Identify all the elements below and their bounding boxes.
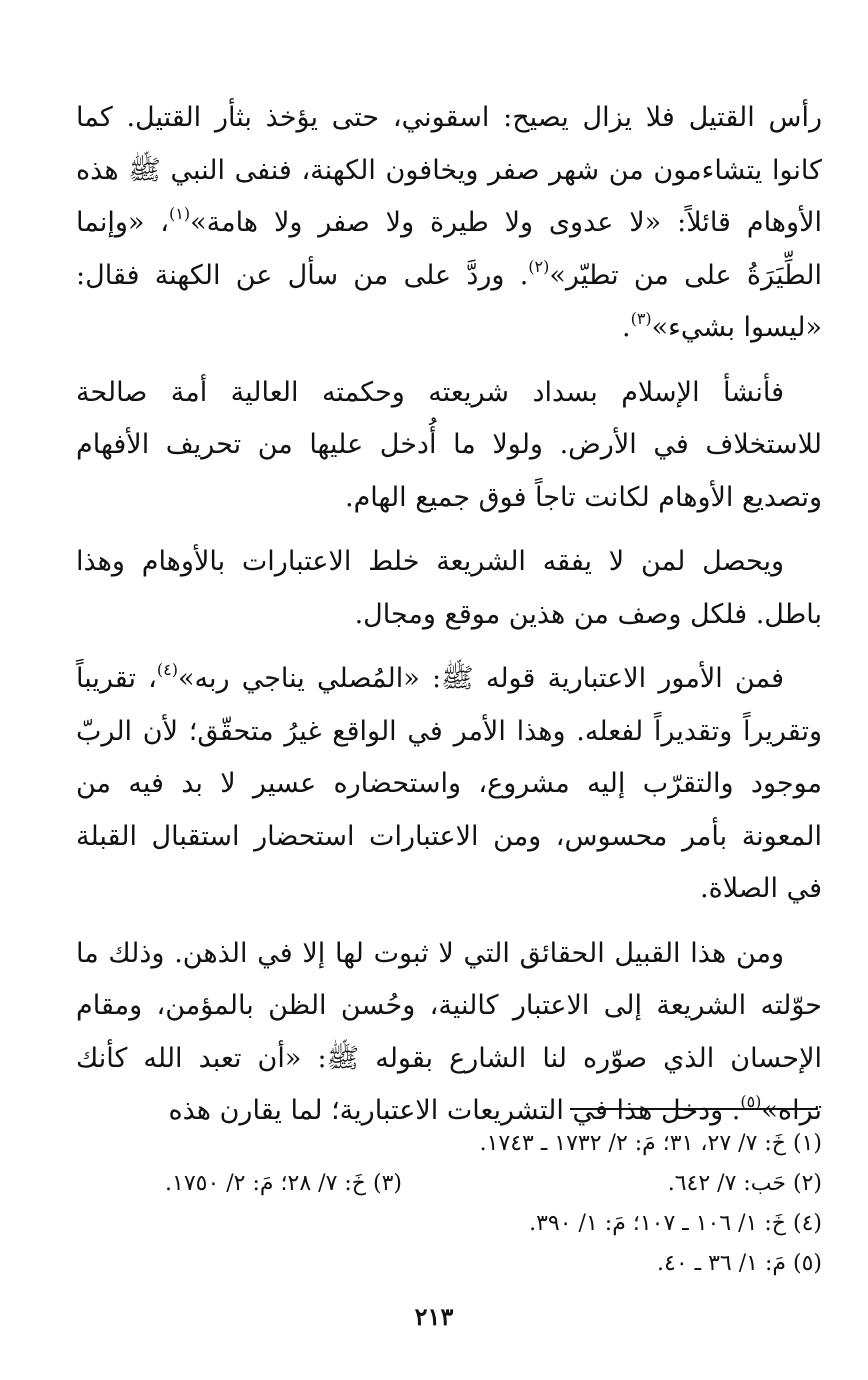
text-segment: ومن هذا القبيل الحقائق التي لا ثبوت لها إلا في الذهن. وذلك ما حوّلته الشريعة إلى الاعتبار كالنية، وحُسن الظن بالمؤمن، ومقام الإحسان الذي صوّره لنا الشارع بقوله ﷺ: «أن تعبد الله كأنك تراه» (76, 937, 822, 1126)
page-number: ٢١٣ (414, 1302, 454, 1331)
text-segment: . ودخل هذا في التشريعات الاعتبارية؛ لما يقارن هذه (168, 1095, 741, 1126)
footnote-ref-2: (٢) (528, 256, 550, 276)
footnote-ref-3: (٣) (630, 309, 652, 328)
text-segment: ، تقريباً وتقريراً وتقديراً لفعله. وهذا الأمر في الواقع غيرُ متحقّق؛ لأن الربّ موجود والتقرّب إليه مشروع، واستحضاره عسير لا بد فيه من المعونة بأمر محسوس، ومن الاعتبارات استحضار استقبال القبلة في الصلاة. (76, 663, 822, 904)
paragraph-1 (76, 92, 822, 355)
paragraph-5 (76, 928, 822, 1138)
text-segment: رأس القتيل فلا يزال يصيح: اسقوني، حتى يؤخذ بثأر القتيل. كما كانوا يتشاءمون من شهر صفر ويخافون الكهنة، فنفى النبي ﷺ هذه الأوهام قائلاً: «لا عدوى ولا طيرة ولا صفر ولا هامة» (76, 102, 822, 238)
footnote-ref-4: (٤) (156, 660, 178, 679)
footnote-separator (570, 1108, 818, 1110)
paragraph-2 (76, 367, 822, 525)
paragraph-3 (76, 536, 822, 641)
footnote-4: (٤) خَ: ١/ ١٠٦ ـ ١٠٧؛ مَ: ١/ ٣٩٠. (529, 1211, 822, 1236)
footnotes (80, 1124, 822, 1284)
footnote-5: (٥) مَ: ١/ ٣٦ ـ ٤٠. (657, 1251, 822, 1276)
paragraph-4 (76, 653, 822, 916)
main-text (76, 92, 822, 1150)
text-segment: فأنشأ الإسلام بسداد شريعته وحكمته العالية أمة صالحة للاستخلاف في الأرض. ولولا ما أُدخل عليها من تحريف الأفهام وتصديع الأوهام لكانت تاجاً فوق جميع الهام. (76, 376, 822, 513)
text-segment: ، «وإنما الطِّيَرَةُ على من تطيّر» (76, 207, 822, 291)
text-segment: فمن الأمور الاعتبارية قوله ﷺ: «المُصلي يناجي ربه» (177, 663, 785, 694)
footnote-ref-5: (٥) (740, 1092, 762, 1111)
text-segment: . (621, 312, 631, 343)
footnote-2: (٢) حَب: ٧/ ٦٤٢. (667, 1171, 822, 1196)
footnote-3: (٣) خَ: ٧/ ٢٨؛ مَ: ٢/ ١٧٥٠. (165, 1171, 402, 1196)
text-segment: ويحصل لمن لا يفقه الشريعة خلط الاعتبارات بالأوهام وهذا باطل. فلكل وصف من هذين موقع ومجال. (76, 546, 822, 630)
text-segment: . وردَّ على من سأل عن الكهنة فقال: «ليسوا بشيء» (76, 259, 822, 343)
footnote-row-2-3 (80, 1164, 822, 1204)
footnote-ref-1: (١) (169, 204, 191, 223)
footnote-1: (١) خَ: ٧/ ٢٧، ٣١؛ مَ: ٢/ ١٧٣٢ ـ ١٧٤٣. (479, 1131, 822, 1156)
